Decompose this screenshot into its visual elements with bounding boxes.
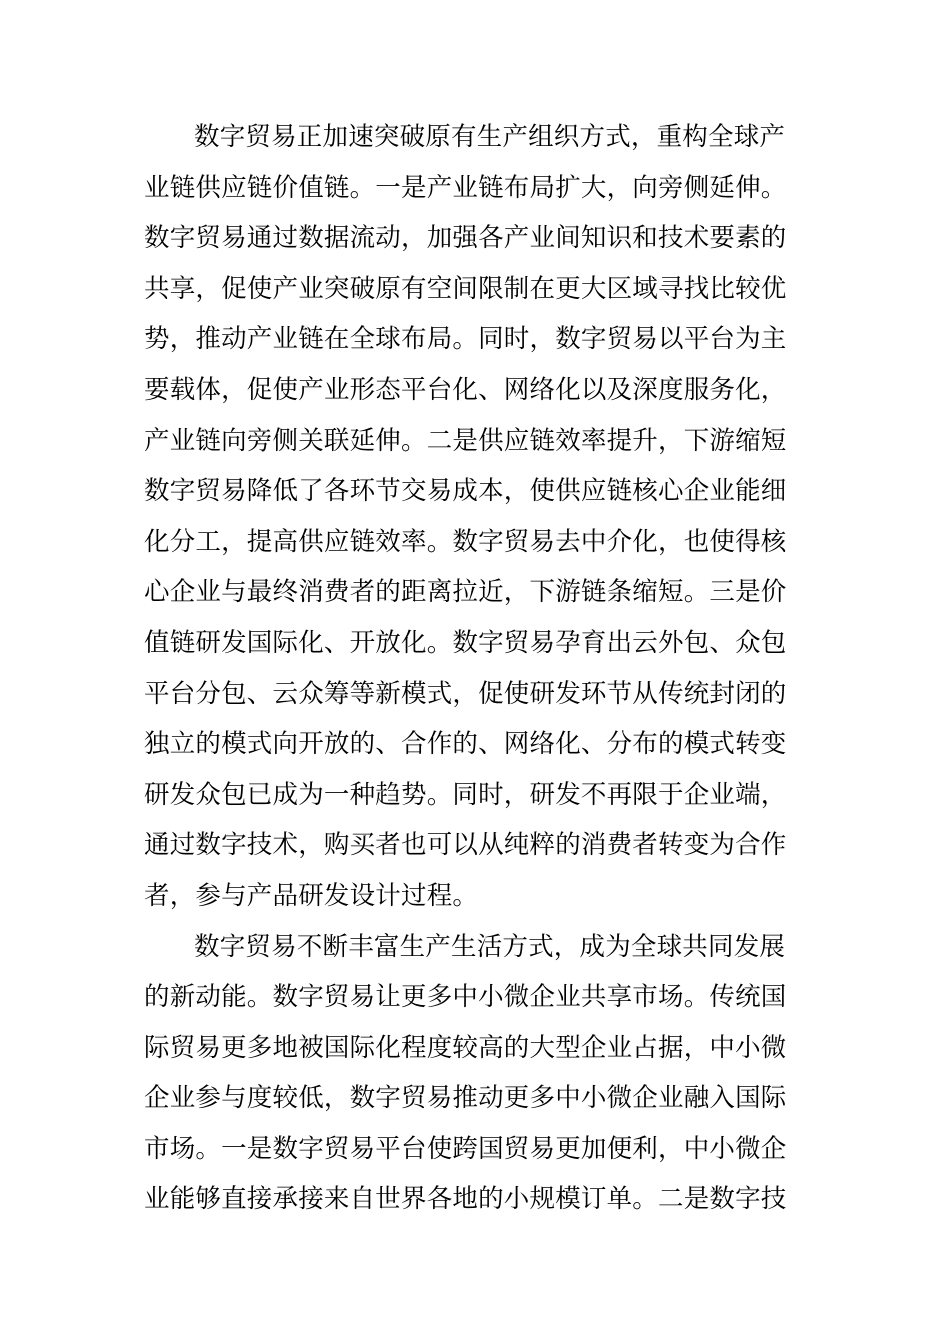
paragraph-1	[144, 112, 806, 922]
paragraph-line: 独立的模式向开放的、合作的、网络化、分布的模式转变	[144, 729, 787, 760]
paragraph-line: 心企业与最终消费者的距离拉近，下游链条缩短。三是价	[144, 577, 787, 608]
paragraph-line: 际贸易更多地被国际化程度较高的大型企业占据，中小微	[144, 1032, 787, 1063]
body-text	[144, 112, 806, 1225]
paragraph-line: 企业参与度较低，数字贸易推动更多中小微企业融入国际	[144, 1083, 787, 1114]
paragraph-line: 通过数字技术，购买者也可以从纯粹的消费者转变为合作	[144, 830, 787, 861]
paragraph-line: 数字贸易降低了各环节交易成本，使供应链核心企业能细	[144, 476, 787, 507]
paragraph-line: 者，参与产品研发设计过程。	[144, 880, 479, 911]
paragraph-line: 市场。一是数字贸易平台使跨国贸易更加便利，中小微企	[144, 1133, 787, 1164]
paragraph-line: 产业链向旁侧关联延伸。二是供应链效率提升，下游缩短	[144, 425, 787, 456]
paragraph-line: 势，推动产业链在全球布局。同时，数字贸易以平台为主	[144, 324, 787, 355]
paragraph-line: 数字贸易通过数据流动，加强各产业间知识和技术要素的	[144, 223, 787, 254]
paragraph-line: 业能够直接承接来自世界各地的小规模订单。二是数字技	[144, 1184, 787, 1215]
paragraph-line: 数字贸易不断丰富生产生活方式，成为全球共同发展	[194, 931, 786, 962]
paragraph-line: 要载体，促使产业形态平台化、网络化以及深度服务化，	[144, 374, 787, 405]
paragraph-line: 研发众包已成为一种趋势。同时，研发不再限于企业端，	[144, 779, 787, 810]
paragraph-line: 业链供应链价值链。一是产业链布局扩大，向旁侧延伸。	[144, 172, 787, 203]
paragraph-2	[144, 922, 806, 1226]
paragraph-line: 化分工，提高供应链效率。数字贸易去中介化，也使得核	[144, 526, 787, 557]
paragraph-line: 平台分包、云众筹等新模式，促使研发环节从传统封闭的	[144, 678, 787, 709]
paragraph-line: 的新动能。数字贸易让更多中小微企业共享市场。传统国	[144, 982, 787, 1013]
paragraph-line: 值链研发国际化、开放化。数字贸易孕育出云外包、众包	[144, 627, 787, 658]
paragraph-line: 共享，促使产业突破原有空间限制在更大区域寻找比较优	[144, 273, 787, 304]
paragraph-line: 数字贸易正加速突破原有生产组织方式，重构全球产	[194, 122, 786, 152]
